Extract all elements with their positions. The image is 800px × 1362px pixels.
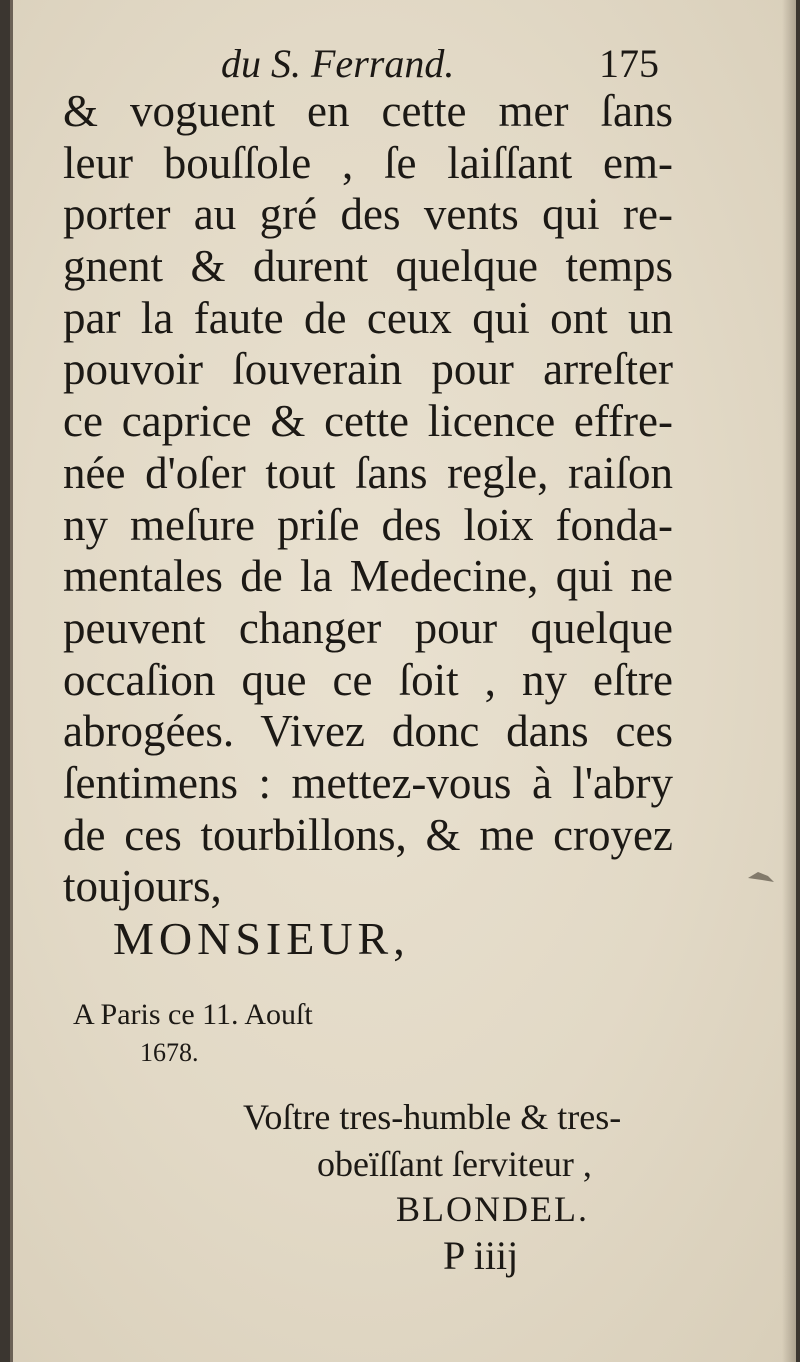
body-line: & voguent en cette mer ſans [63,86,673,136]
running-head-title: du S. Ferrand. [221,41,455,86]
body-line: née d'oſer tout ſans regle, raiſon [63,447,673,498]
date-year: 1678. [140,1038,199,1067]
body-line: porter au gré des vents qui re- [63,189,673,240]
salutation: MONSIEUR, [113,913,410,964]
body-line: peuvent changer pour quelque [63,602,673,653]
body-line: ny meſure priſe des loix fonda- [63,499,673,550]
closing-line-1: Voſtre tres-humble & tres- [243,1097,622,1137]
book-page [10,0,796,1362]
body-line: gnent & durent quelque temps [63,241,673,292]
body-line: par la faute de ceux qui ont un [63,292,673,343]
body-line: mentales de la Medecine, qui ne [63,551,673,602]
body-line: ſentimens : mettez-vous à l'abry [63,757,673,808]
body-line: de ces tourbillons, & me croyez [63,809,673,860]
body-line: abrogées. Vivez donc dans ces [63,706,673,757]
closing-line-2: obeïſſant ſerviteur , [317,1144,592,1184]
signature-mark: P iiij [443,1233,519,1278]
body-line: ce caprice & cette licence effre- [63,396,673,447]
body-line: toujours, [63,861,222,912]
body-line: pouvoir ſouverain pour arreſter [63,344,673,395]
body-text [63,86,673,913]
signature: BLONDEL. [396,1189,589,1229]
page-number: 175 [599,41,659,86]
page-edge-shadow [782,0,796,1362]
body-line: leur bouſſole , ſe laiſſant em- [63,137,673,188]
ink-speck-icon [746,866,776,886]
place-date: A Paris ce 11. Aouſt [73,998,313,1031]
body-line: occaſion que ce ſoit , ny eſtre [63,654,673,705]
